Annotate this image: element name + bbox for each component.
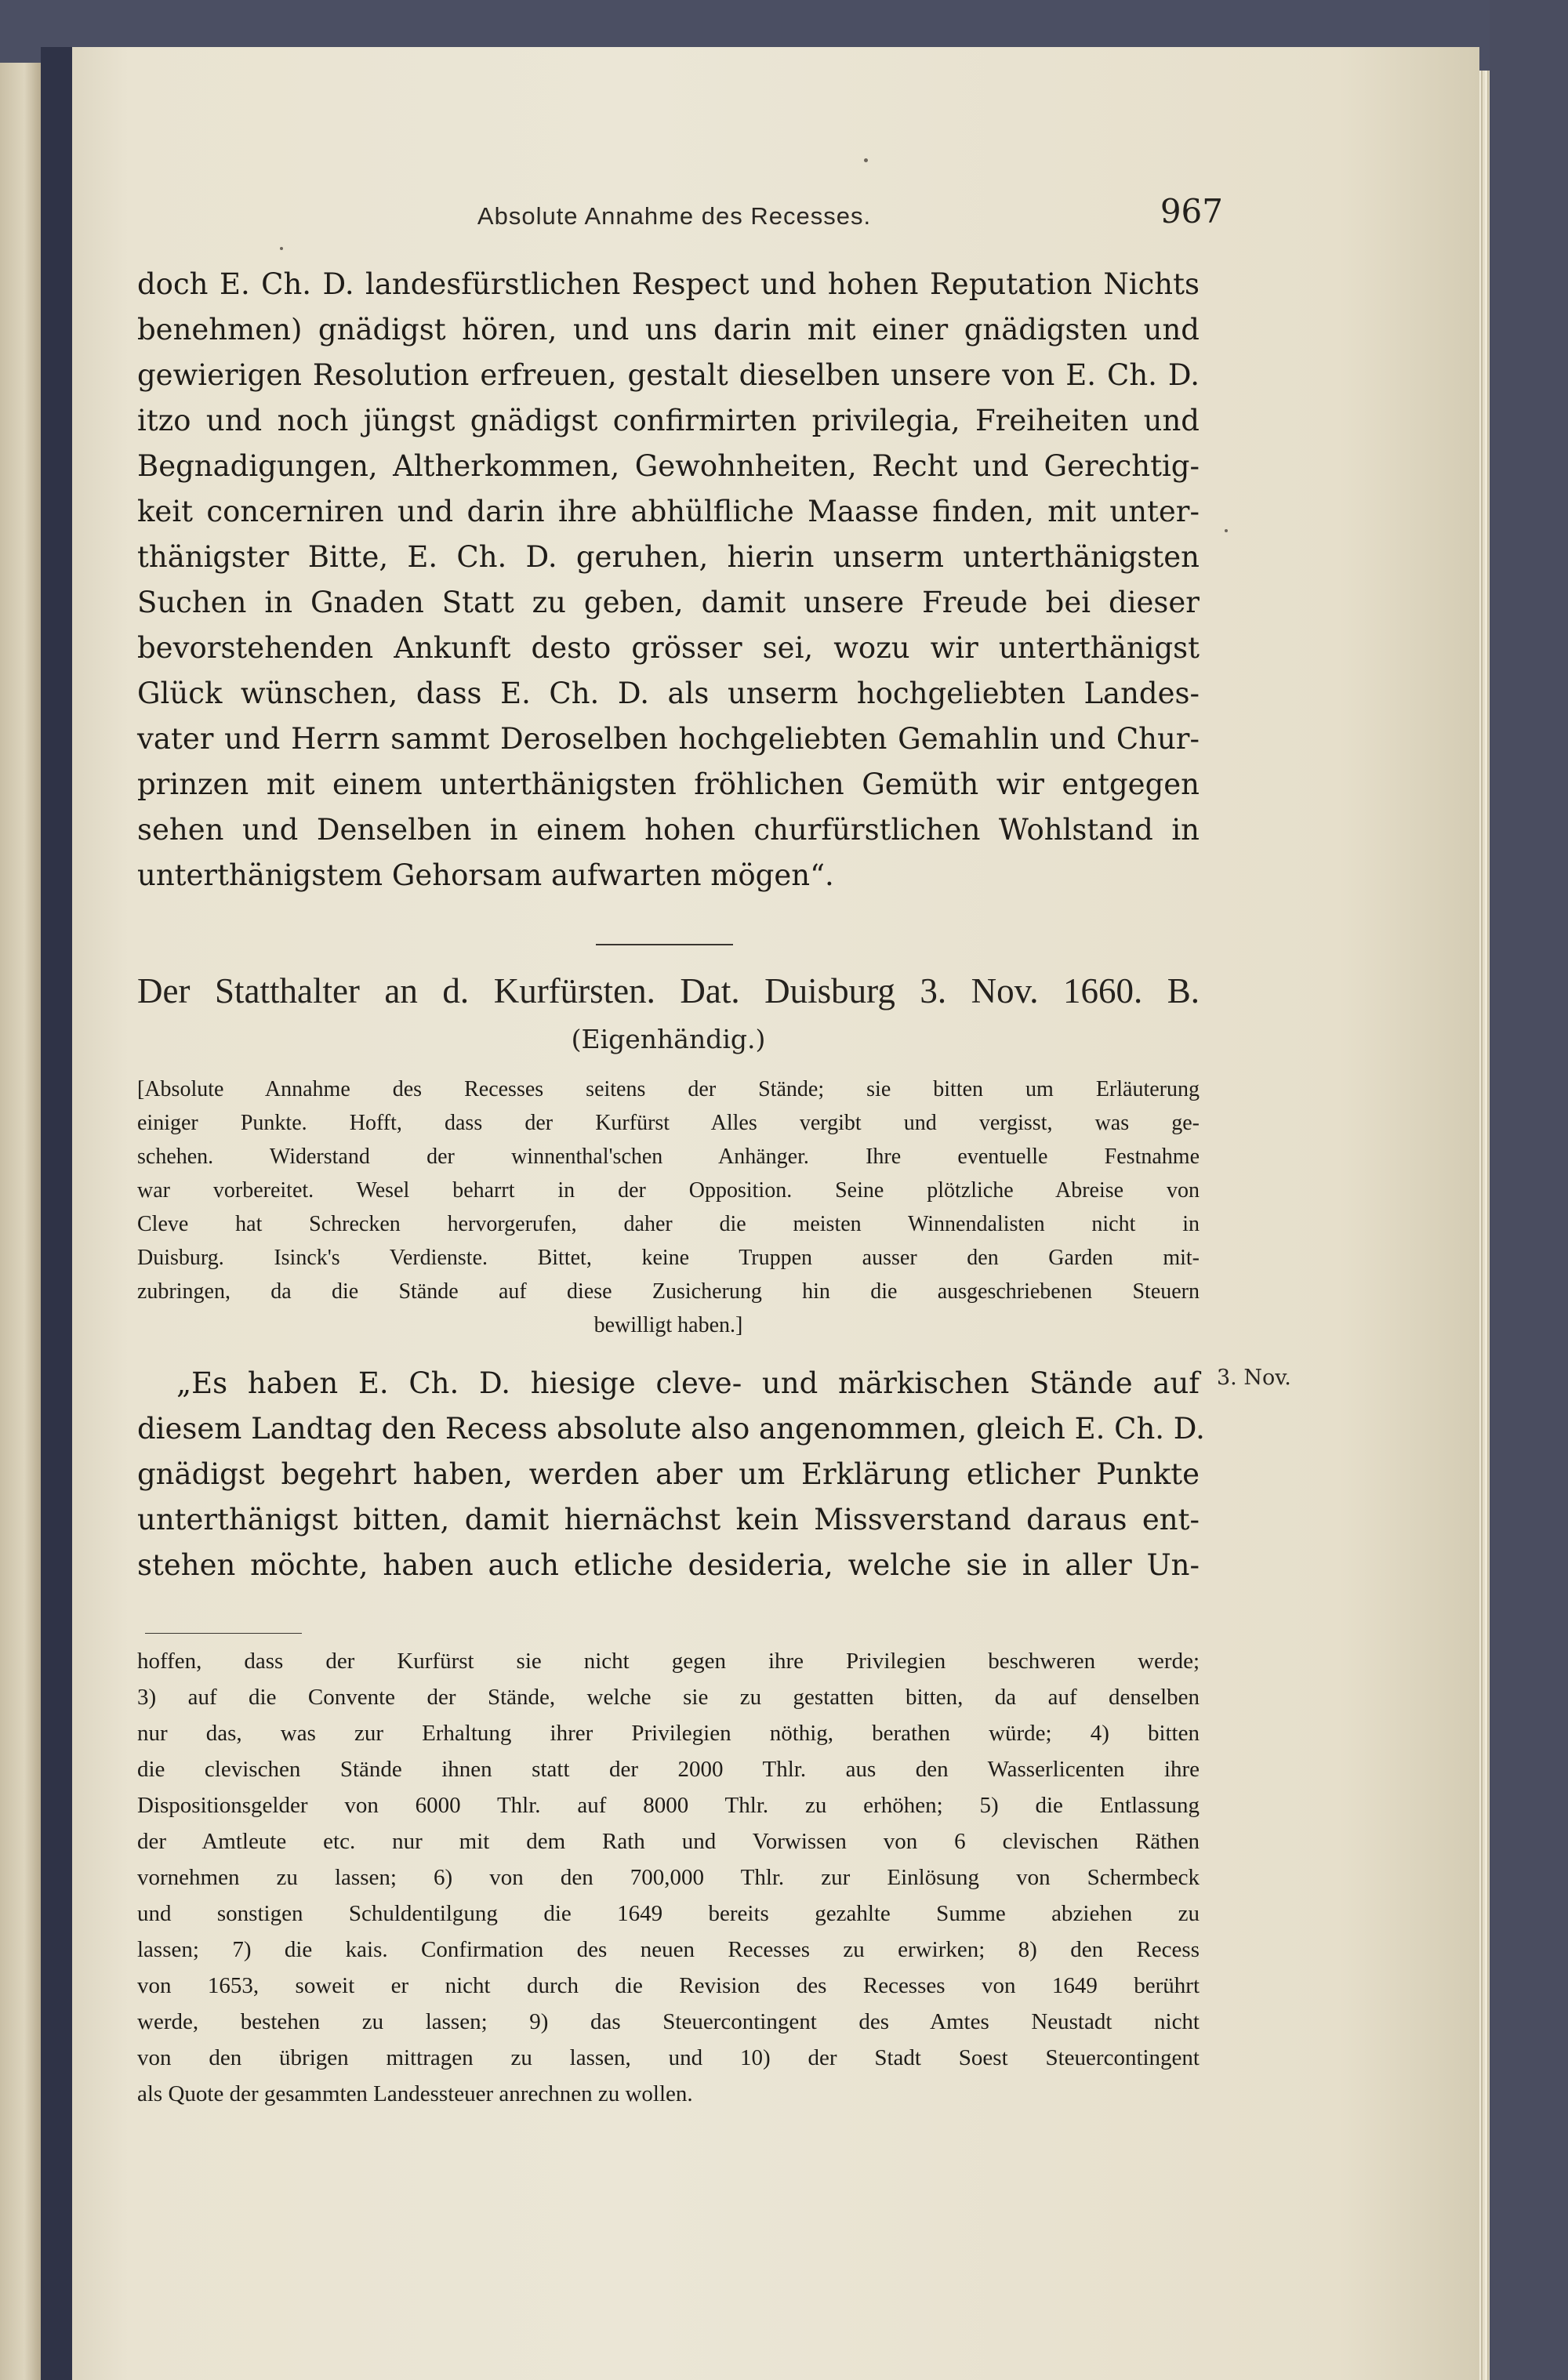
footnote-line: lassen; 7) die kais. Confirmation des neuen Recesses zu erwirken; 8) den Recess (137, 1937, 1200, 1962)
summary-line: einiger Punkte. Hofft, dass der Kurfürst Alles vergibt und vergisst, was ge- (137, 1111, 1200, 1135)
letter-text (137, 1361, 1205, 1588)
footnote-line: 3) auf die Convente der Stände, welche sie zu gestatten bitten, da auf denselben (137, 1685, 1200, 1710)
footnote-line: der Amtleute etc. nur mit dem Rath und Vorwissen von 6 clevischen Räthen (137, 1829, 1200, 1854)
letter-line: diesem Landtag den Recess absolute also angenommen, gleich E. Ch. D. (137, 1412, 1205, 1446)
summary-line: Cleve hat Schrecken hervorgerufen, daher die meisten Winnendalisten nicht in (137, 1212, 1200, 1236)
footnote-line: nur das, was zur Erhaltung ihrer Privilegien nöthig, berathen würde; 4) bitten (137, 1721, 1200, 1746)
document-subheading: (Eigenhändig.) (571, 1024, 766, 1054)
letter-line: gnädigst begehrt haben, werden aber um Erklärung etlicher Punkte (137, 1457, 1200, 1491)
book-cover-board (1490, 0, 1568, 2380)
footnote-line: vornehmen zu lassen; 6) von den 700,000 Thlr. zur Einlösung von Schermbeck (137, 1865, 1200, 1890)
text-line: itzo und noch jüngst gnädigst confirmirten privilegia, Freiheiten und (137, 404, 1200, 437)
footnote-line: von 1653, soweit er nicht durch die Revision des Recesses von 1649 berührt (137, 1973, 1200, 1998)
section-divider (596, 944, 733, 945)
margin-date-note: 3. Nov. (1217, 1366, 1291, 1390)
footnotes (137, 1643, 1200, 2112)
letter-line: unterthänigst bitten, damit hiernächst kein Missverstand daraus ent- (137, 1503, 1200, 1536)
letter-line: „Es haben E. Ch. D. hiesige cleve- und märkischen Stände auf (176, 1366, 1200, 1400)
footnote-line: hoffen, dass der Kurfürst sie nicht gegen ihre Privilegien beschweren werde; (137, 1649, 1200, 1674)
footnote-line: von den übrigen mittragen zu lassen, und 10) der Stadt Soest Steuercontingent (137, 2045, 1200, 2070)
text-line: benehmen) gnädigst hören, und uns darin mit einer gnädigsten und (137, 313, 1200, 346)
document-summary (137, 1072, 1200, 1342)
text-line: sehen und Denselben in einem hohen churfürstlichen Wohlstand in (137, 813, 1200, 847)
document-heading: Der Statthalter an d. Kurfürsten. Dat. Duisburg 3. Nov. 1660. B. (137, 971, 1200, 1010)
summary-line: [Absolute Annahme des Recesses seitens der Stände; sie bitten um Erläuterung (137, 1077, 1200, 1101)
summary-line: Duisburg. Isinck's Verdienste. Bittet, keine Truppen ausser den Garden mit- (137, 1246, 1200, 1270)
letter-line: stehen möchte, haben auch etliche desideria, welche sie in aller Un- (137, 1548, 1200, 1582)
text-line: gewierigen Resolution erfreuen, gestalt dieselben unsere von E. Ch. D. (137, 358, 1200, 392)
text-line: keit concerniren und darin ihre abhülfliche Maasse finden, mit unter- (137, 495, 1200, 528)
facing-page-edge (0, 63, 41, 2380)
text-line: doch E. Ch. D. landesfürstlichen Respect und hohen Reputation Nichts (137, 267, 1200, 301)
binding-gutter (41, 47, 72, 2380)
running-head: Absolute Annahme des Recesses. (477, 202, 872, 230)
footnote-line: werde, bestehen zu lassen; 9) das Steuercontingent des Amtes Neustadt nicht (137, 2009, 1200, 2034)
summary-line: war vorbereitet. Wesel beharrt in der Opposition. Seine plötzliche Abreise von (137, 1178, 1200, 1203)
footnote-line: die clevischen Stände ihnen statt der 2000 Thlr. aus den Wasserlicenten ihre (137, 1757, 1200, 1782)
text-line: Begnadigungen, Altherkommen, Gewohnheiten, Recht und Gerechtig- (137, 449, 1200, 483)
paper-speck (864, 158, 868, 162)
footnote-line: Dispositionsgelder von 6000 Thlr. auf 8000 Thlr. zu erhöhen; 5) die Entlassung (137, 1793, 1200, 1818)
text-line: thänigster Bitte, E. Ch. D. geruhen, hierin unserm unterthänigsten (137, 540, 1200, 574)
body-text (137, 262, 1200, 898)
footnote-line: als Quote der gesammten Landessteuer anrechnen zu wollen. (137, 2081, 693, 2106)
text-line: prinzen mit einem unterthänigsten fröhlichen Gemüth wir entgegen (137, 767, 1200, 801)
text-line: Suchen in Gnaden Statt zu geben, damit unsere Freude bei dieser (137, 586, 1200, 619)
summary-line: bewilligt haben.] (593, 1313, 743, 1337)
text-line: vater und Herrn sammt Deroselben hochgeliebten Gemahlin und Chur- (137, 722, 1200, 756)
text-line: Glück wünschen, dass E. Ch. D. als unserm hochgeliebten Landes- (137, 677, 1200, 710)
paper-speck (280, 247, 283, 250)
footnote-line: und sonstigen Schuldentilgung die 1649 bereits gezahlte Summe abziehen zu (137, 1901, 1200, 1926)
text-line: unterthänigstem Gehorsam aufwarten mögen“. (137, 858, 834, 892)
summary-line: zubringen, da die Stände auf diese Zusicherung hin die ausgeschriebenen Steuern (137, 1279, 1200, 1304)
summary-line: schehen. Widerstand der winnenthal'schen Anhänger. Ihre eventuelle Festnahme (137, 1145, 1200, 1169)
paper-speck (1225, 529, 1228, 532)
page-number: 967 (1160, 192, 1223, 230)
footnote-rule (145, 1633, 302, 1634)
text-line: bevorstehenden Ankunft desto grösser sei, wozu wir unterthänigst (137, 631, 1200, 665)
